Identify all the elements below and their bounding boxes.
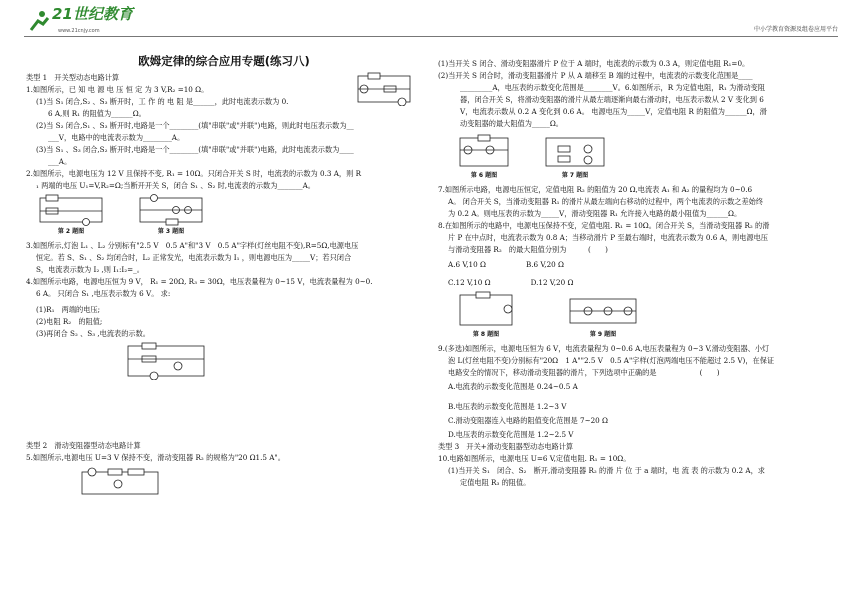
logo xyxy=(28,5,138,34)
figures-q6-q7 xyxy=(456,132,838,182)
q1-line-1: 1.如图所示，已 知 电 源 电 压 恒 定 为 3 V,R₂ =10 Ω。 xyxy=(26,85,209,94)
caption-q7: 第 7 题图 xyxy=(561,172,589,179)
q4-line-2: 6 A。 只闭合 S₁ ,电压表示数为 6 V。 求: xyxy=(36,289,171,298)
q10-line-2: (1)当开关 S₁ 闭合、S₂ 断开,滑动变阻器 R₂ 的滑 片 位 于 a 端时，电 流 表 的示数为 0.2 A，求 xyxy=(448,466,765,475)
q8-options-row-1 xyxy=(438,259,838,271)
q5-part-2: (2)当开关 S 闭合时，滑动变阻器滑片 P 从 A 端移至 B 端的过程中，电流表的示数变化范围是____ xyxy=(438,71,753,80)
header-platform-text: 中小学教育资源及组卷应用平台 xyxy=(753,26,838,33)
q8-option-b[interactable]: B.6 V,20 Ω xyxy=(525,260,564,269)
q8-line-3: 与滑动变阻器 R₂ 的最大阻值分别为 ( ) xyxy=(448,245,608,254)
caption-q8: 第 8 题图 xyxy=(472,331,500,338)
q7-line-3: 为 0.2 A。则电压表的示数为_____V，滑动变阻器 R₁ 允许接入电路的最小阻值为______Ω。 xyxy=(448,209,742,218)
q4-line-1: 4.如图所示电路，电源电压恒为 9 V， R₁ = 20Ω, R₃ = 30Ω，电压表量程为 0~15 V，电流表量程为 0~0. xyxy=(26,277,373,286)
q1-line-7: ___A。 xyxy=(48,157,72,166)
circuit-diagram-q8 xyxy=(456,291,516,329)
logo-url: www.21cnjy.com xyxy=(58,28,100,34)
caption-q6: 第 6 题图 xyxy=(470,172,498,179)
runner-logo-icon xyxy=(28,10,50,32)
q8-option-a[interactable]: A.6 V,10 Ω xyxy=(448,260,486,269)
page-title: 欧姆定律的综合应用专题(练习八) xyxy=(138,54,310,68)
q10-line-1: 10.电路如图所示，电源电压 U=6 V,定值电阻. R₁ = 10Ω。 xyxy=(438,454,631,463)
q10-line-3: 定值电阻 R₃ 的阻值。 xyxy=(460,478,531,487)
q6-line-3: V，电流表示数从 0.2 A 变化到 0.6 A。 电源电压为_____V，定值电阻 R 的阻值为______Ω，滑 xyxy=(460,107,767,116)
q9-option-b[interactable]: B.电压表的示数变化范围是 1.2~3 V xyxy=(448,402,567,411)
q9-line-1: 9.(多选)如图所示，电源电压恒为 6 V，电流表量程为 0~0.6 A,电压表量程为 0~3 V,滑动变阻器、小灯 xyxy=(438,344,770,353)
circuit-diagram-q1 xyxy=(354,72,414,106)
caption-q9: 第 9 题图 xyxy=(589,331,617,338)
figures-q2-q3 xyxy=(36,194,422,238)
q9-option-a[interactable]: A.电流表的示数变化范围是 0.24~0.5 A xyxy=(448,382,578,391)
q4-line-3: (1)R₁ 两端的电压; xyxy=(36,305,101,314)
right-column xyxy=(438,58,838,489)
caption-q3: 第 3 题图 xyxy=(157,228,185,235)
circuit-diagram-q9 xyxy=(566,291,640,329)
figures-q8-q9 xyxy=(456,291,838,341)
circuit-diagram-q6 xyxy=(456,132,512,170)
q1-line-4: (2)当 S₂ 闭合,S₁ 、S₃ 断开时,电路是一个________(填"串联"或"并联")电路，则此时电压表示数为__ xyxy=(36,121,354,130)
q5-part-2-cont: _________A，电压表的示数变化范围是________V。6.如图所示，R 为定值电阻，R₁ 为滑动变阻 xyxy=(460,83,766,92)
q4-line-5: (3)再闭合 S₂ 、S₃ ,电流表的示数。 xyxy=(36,329,150,338)
q8-line-2: 片 P 在中点时，电流表示数为 0.8 A；当移动滑片 P 至最右端时，电流表示数为 0.6 A，则电源电压 xyxy=(448,233,768,242)
section-type-2: 类型 2 滑动变阻器型动态电路计算 xyxy=(26,441,141,450)
logo-text: 21世纪教育 xyxy=(52,5,133,23)
header-divider xyxy=(24,36,838,37)
q2-line-1: 2.如图所示，电源电压为 12 V 且保持不变, R₁ = 10Ω。只闭合开关 S 时，电流表的示数为 0.3 A，则 R xyxy=(26,169,361,178)
circuit-diagram-q2 xyxy=(36,194,106,226)
q3-line-2: 恒定。若 S、S₁ 、S₂ 均闭合时，L₂ 正常发光，电流表示数为 I₁ ，则电源电压为_____V；若只闭合 xyxy=(36,253,352,262)
q9-line-2: 泡 L(灯丝电阻不变)分别标有"20Ω 1 A""2.5 V 0.5 A"字样(灯泡两端电压不能超过 2.5 V)，在保证 xyxy=(448,356,775,365)
q9-option-c[interactable]: C.滑动变阻器连入电路的阻值变化范围是 7~20 Ω xyxy=(448,416,608,425)
q5-part-1: (1)当开关 S 闭合、滑动变阻器滑片 P 位于 A 端时，电流表的示数为 0.3 A，则定值电阻 R₁=0。 xyxy=(438,59,750,68)
circuit-diagram-q5 xyxy=(78,466,162,498)
q9-line-3: 电路安全的情况下，移动滑动变阻器的滑片，下列选项中正确的是 ( ) xyxy=(448,368,720,377)
q7-line-2: A。 闭合开关 S，当滑动变阻器 R₁ 的滑片从最左端向右移动的过程中，两个电流表的示数之差始终 xyxy=(448,197,764,206)
q8-line-1: 8.在如图所示的电路中，电源电压保持不变，定值电阻. R₁ = 10Ω。闭合开关 S，当滑动变阻器 R₂ 的滑 xyxy=(438,221,770,230)
q3-line-1: 3.如图所示,灯泡 L₁ 、L₂ 分别标有"2.5 V 0.5 A"和"3 V 0.5 A"字样(灯丝电阻不变),R=5Ω,电源电压 xyxy=(26,241,359,250)
q8-options-row-2 xyxy=(438,277,838,289)
q7-line-1: 7.如图所示电路，电源电压恒定，定值电阻 R₂ 的阻值为 20 Ω,电流表 A₁ 和 A₂ 的量程均为 0~0.6 xyxy=(438,185,753,194)
q1-line-3: 6 A,则 R₁ 的阻值为______Ω。 xyxy=(48,109,146,118)
q2-line-2: ₁ 两端的电压 U₁=V,R₂=Ω;当断开开关 S，闭合 S₁ 、S₂ 时,电流表的示数为_______A。 xyxy=(36,181,315,190)
circuit-diagram-q3 xyxy=(136,194,206,226)
q6-line-4: 动变阻器的最大阻值为_____Ω。 xyxy=(460,119,563,128)
q1-line-2: (1)当 S₁ 闭合,S₂ 、S₃ 断开时，工 作 的 电 阻 是______，此时电流表示数为 0. xyxy=(36,97,289,106)
q6-line-2: 器，闭合开关 S，将滑动变阻器的滑片从最左端逐渐向最右滑动时，电压表示数从 2 V 变化到 6 xyxy=(460,95,764,104)
q1-line-6: (3)当 S₁ 、S₃ 闭合,S₂ 断开时,电路是一个________(填"串联"或"并联")电路，此时电流表示数为____ xyxy=(36,145,354,154)
page-header xyxy=(0,0,860,44)
caption-q2: 第 2 题图 xyxy=(57,228,85,235)
left-column xyxy=(26,48,422,498)
q3-line-3: S，电流表示数为 I₂ ,则 I₁:I₂=_。 xyxy=(36,265,144,274)
q8-option-c[interactable]: C.12 V,10 Ω xyxy=(448,278,491,287)
q8-option-d[interactable]: D.12 V,20 Ω xyxy=(530,278,574,287)
section-type-3: 类型 3 开关+滑动变阻器型动态电路计算 xyxy=(438,442,574,451)
circuit-diagram-q4 xyxy=(124,342,208,380)
q5-line-1: 5.如图所示,电源电压 U=3 V 保持不变，滑动变阻器 R₂ 的规格为"20 Ω1.5 A"。 xyxy=(26,453,285,462)
section-type-1: 类型 1 开关型动态电路计算 xyxy=(26,73,120,82)
q1-line-5: ___V，电路中的电流表示数为________A。 xyxy=(48,133,185,142)
q9-option-d[interactable]: D.电压表的示数变化范围是 1.2~2.5 V xyxy=(448,430,574,439)
q4-line-4: (2)电阻 R₂ 的阻值; xyxy=(36,317,103,326)
circuit-diagram-q7 xyxy=(542,132,608,170)
